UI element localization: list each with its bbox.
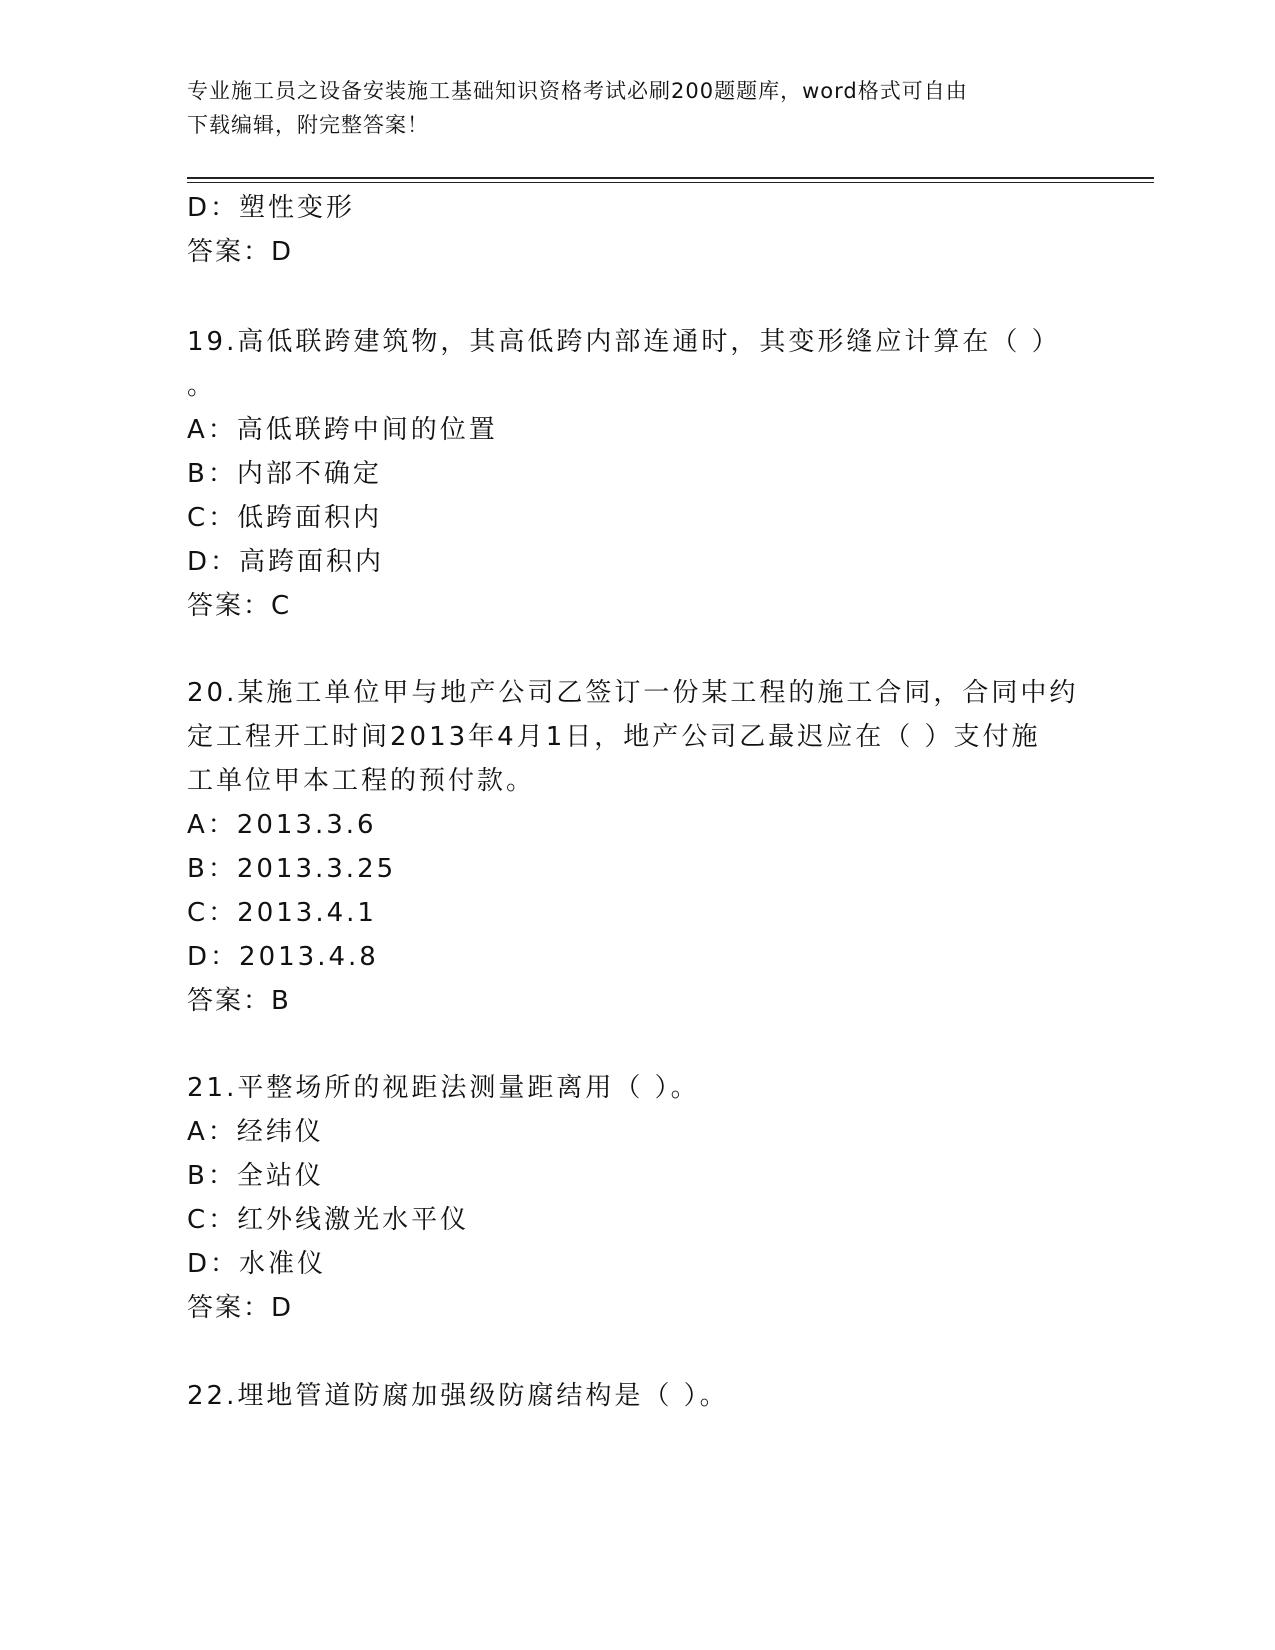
q20-stem-line-1: 20.某施工单位甲与地产公司乙签订一份某工程的施工合同，合同中约 (187, 678, 1079, 708)
header-divider-thick (187, 177, 1154, 179)
q19-stem-line-1: 19.高低联跨建筑物，其高低跨内部连通时，其变形缝应计算在（ ） (187, 327, 1061, 357)
q21-stem-line-1: 21.平整场所的视距法测量距离用（ ）。 (187, 1073, 700, 1103)
q19-option-a: A：高低联跨中间的位置 (187, 415, 498, 445)
q20-option-a: A：2013.3.6 (187, 810, 377, 840)
q21-answer: 答案：D (187, 1293, 294, 1323)
q19-answer: 答案：C (187, 591, 292, 621)
header-divider-thin (187, 182, 1154, 183)
q19-stem-line-2: 。 (187, 371, 217, 401)
q20-answer: 答案：B (187, 986, 291, 1016)
q19-option-d: D：高跨面积内 (187, 547, 385, 577)
header-line-2: 下载编辑，附完整答案！ (187, 113, 429, 137)
page-header (187, 74, 1087, 142)
q20-option-d: D：2013.4.8 (187, 942, 379, 972)
q19-option-c: C：低跨面积内 (187, 503, 383, 533)
q20-stem-line-2: 定工程开工时间2013年4月1日，地产公司乙最迟应在（ ）支付施 (187, 722, 1041, 752)
q22-stem-line-1: 22.埋地管道防腐加强级防腐结构是（ ）。 (187, 1381, 729, 1411)
q20-option-b: B：2013.3.25 (187, 854, 397, 884)
q21-option-d: D：水准仪 (187, 1249, 327, 1279)
q19-option-b: B：内部不确定 (187, 459, 382, 489)
prev-answer: 答案：D (187, 237, 294, 267)
header-line-1: 专业施工员之设备安装施工基础知识资格考试必刷200题题库，word格式可自由 (187, 79, 968, 103)
q20-stem-line-3: 工单位甲本工程的预付款。 (187, 766, 536, 796)
q20-option-c: C：2013.4.1 (187, 898, 377, 928)
prev-option-d: D：塑性变形 (187, 193, 356, 223)
q21-option-c: C：红外线激光水平仪 (187, 1205, 470, 1235)
q21-option-a: A：经纬仪 (187, 1117, 324, 1147)
q21-option-b: B：全站仪 (187, 1161, 324, 1191)
